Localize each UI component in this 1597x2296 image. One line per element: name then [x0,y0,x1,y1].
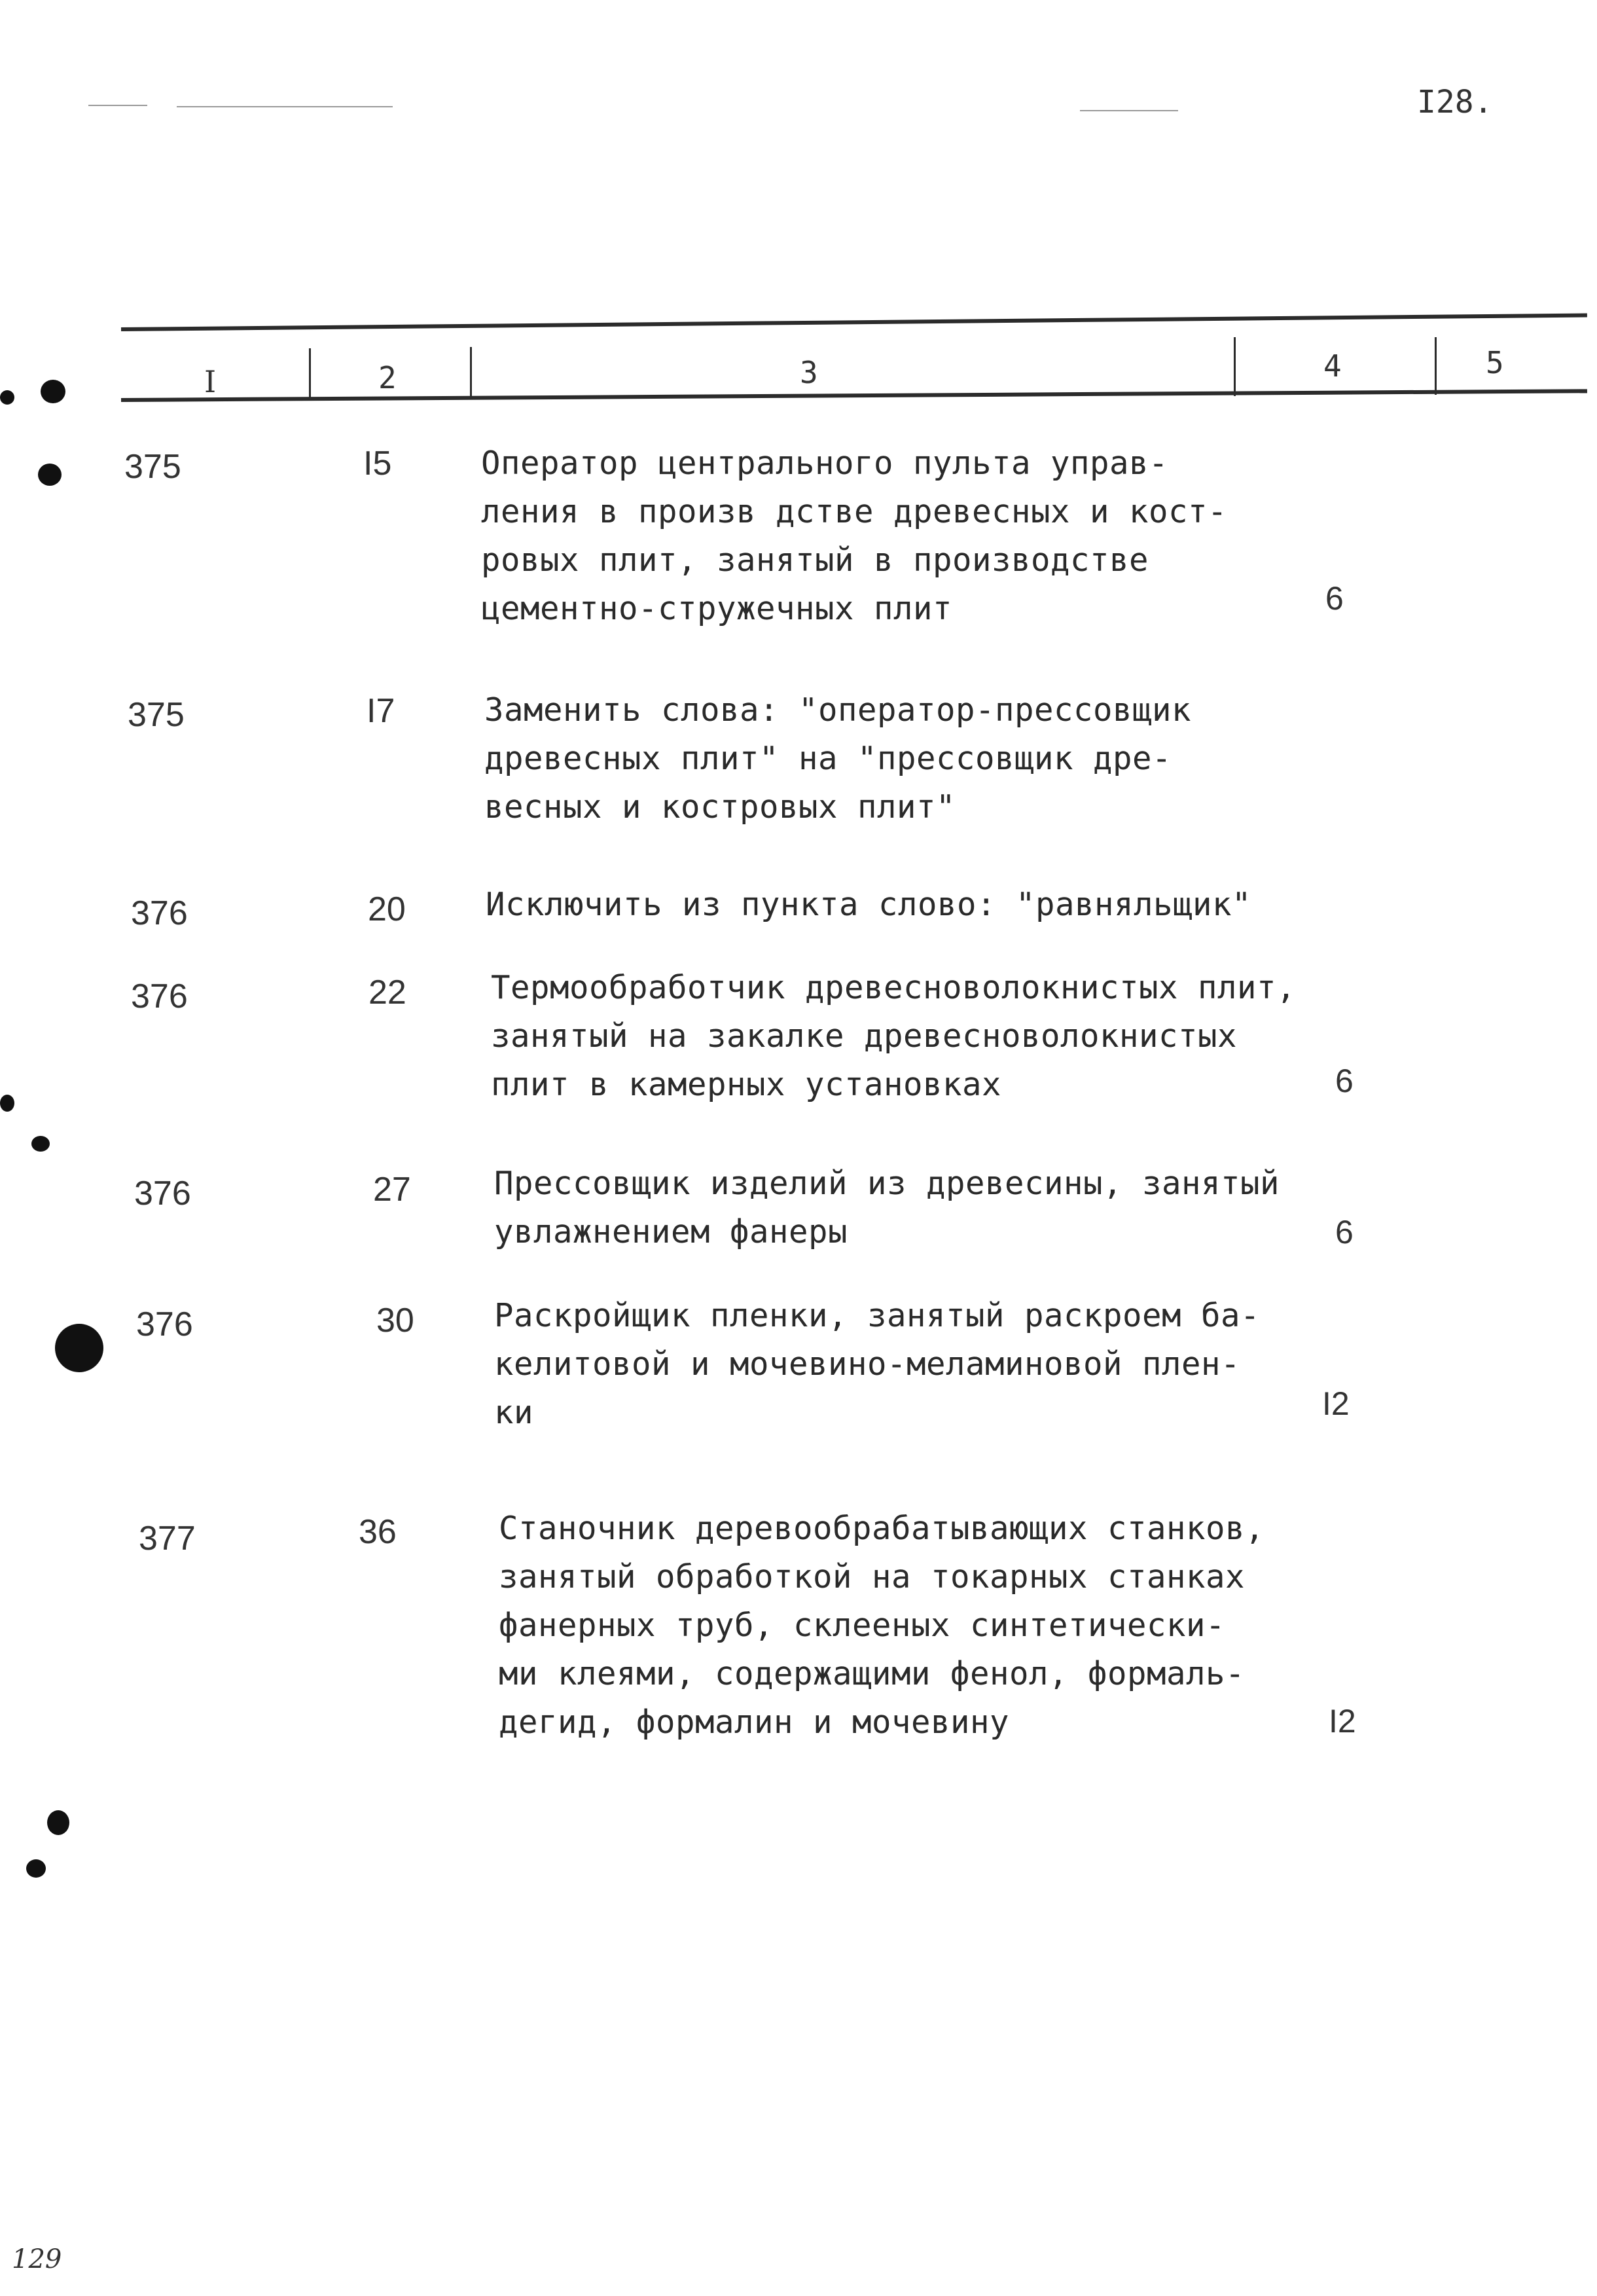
value: 6 [1335,1214,1354,1250]
column-header-1: I [204,364,217,399]
column-separator [470,347,472,399]
value: I2 [1322,1385,1350,1422]
item-number: 376 [134,1175,191,1212]
column-separator [309,348,311,401]
description: Заменить слова: "оператор-прессовщик древесных плит" на "прессовщик дре- весных и костровых плит" [484,691,1192,826]
item-number: 376 [131,894,188,932]
column-header-2: 2 [378,360,397,395]
punch-hole-mark [0,390,14,405]
item-number: 375 [128,696,185,734]
position-number: I7 [367,692,395,730]
scan-artifact [1080,110,1178,111]
column-separator [1234,337,1236,396]
position-number: 36 [359,1513,397,1551]
punch-hole-mark [31,1136,50,1152]
table-top-rule [121,313,1587,331]
punch-hole-mark [0,1095,14,1112]
description: Оператор центрального пульта управ- ления в произв дстве древесных и кост- ровых плит, занятый в производстве цементно-стружечных плит [481,445,1228,627]
description: Раскройщик пленки, занятый раскроем ба- келитовой и мочевино-меламиновой плен- ки [494,1297,1261,1431]
description: Прессовщик изделий из древесины, занятый увлажнением фанеры [494,1165,1280,1250]
column-header-3: 3 [800,355,818,390]
position-number: 22 [368,974,406,1011]
description: Термообработчик древесноволокнистых плит, занятый на закалке древесноволокнистых плит в камерных установках [491,969,1297,1103]
position-number: 20 [368,890,406,928]
column-separator [1435,337,1437,395]
position-number: 30 [376,1302,414,1339]
item-number: 375 [124,448,181,486]
punch-hole-mark [26,1859,46,1878]
item-number: 376 [136,1305,193,1343]
table-header-rule [121,389,1587,402]
position-number: 27 [373,1171,411,1209]
page-number: I28. [1417,84,1493,120]
value: 6 [1335,1063,1354,1099]
scan-artifact [88,105,147,106]
description: Станочник деревообрабатывающих станков, занятый обработкой на токарных станках фанерных труб, склееных синтетически- ми клеями, содержащими фенол, формаль- дегид, формалин и мочевину [499,1510,1265,1741]
punch-hole-mark [38,464,62,486]
value: 6 [1325,580,1344,617]
column-header-4: 4 [1323,348,1342,384]
punch-hole-mark [41,380,65,403]
handwritten-page-note: 129 [12,2244,62,2274]
column-header-5: 5 [1486,345,1504,380]
scan-artifact [177,106,393,107]
punch-hole-mark [47,1810,69,1835]
item-number: 376 [131,977,188,1015]
value: I2 [1329,1703,1356,1740]
description: Исключить из пункта слово: "равняльщик" [486,886,1252,923]
item-number: 377 [139,1520,196,1558]
punch-hole-mark [55,1324,103,1372]
position-number: I5 [363,445,392,483]
